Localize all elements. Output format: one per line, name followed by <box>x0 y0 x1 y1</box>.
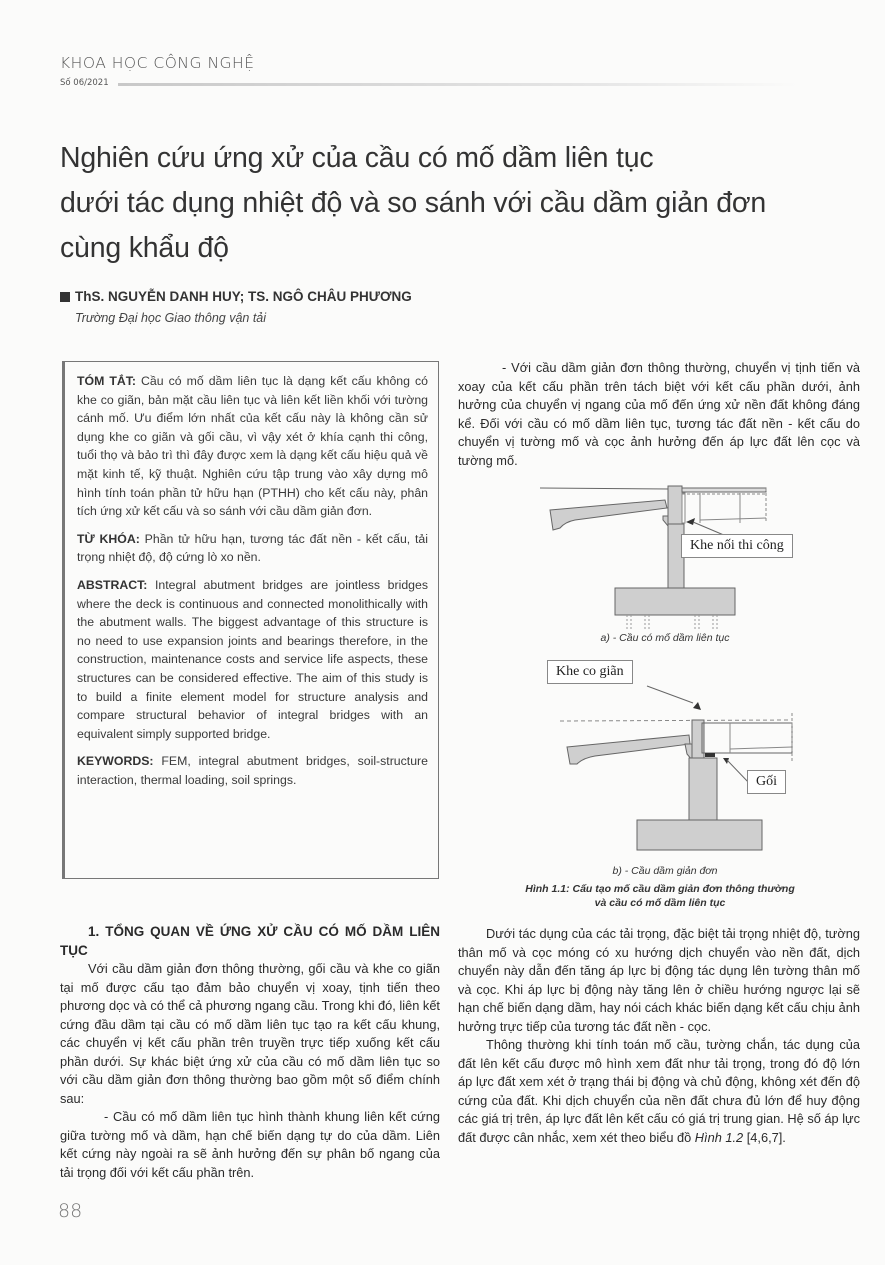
figure-reference: Hình 1.2 <box>694 1129 744 1145</box>
abstract-text: Integral abutment bridges are jointless bridges where the deck is continuous and connected monolithically with the abutment walls. The biggest advantage of this structure is no need to use expansion joints and bearings therefore, in the construction, maintenance costs and service life aspects, these structures can be considered effective. The aim of this study is to build a finite element model for structure analysis and compare structural behavior of integral bridges with an equivalent simply supported bridge. <box>77 577 428 741</box>
tomtat-label: TÓM TẮT: <box>77 374 136 388</box>
figure-b <box>535 658 855 858</box>
figure-b-drawing <box>535 658 855 858</box>
caption-a: a) - Cầu có mố dầm liên tục <box>600 632 730 644</box>
body-paragraph: Dưới tác dụng của các tải trọng, đặc biệt tải trọng nhiệt độ, tường thân mố và cọc móng có xu hướng dịch chuyển vào nền đất, dịch chuyển này dẫn đến tăng áp lực bị động tác dụng lên tường thân mố và cọc. Khi áp lực bị động này tăng lên ở chiều hướng ngược lại sẽ hạn chế biến dạng dầm, hay nói cách khác biến dạng kết cấu chịu ảnh hưởng trực tiếp của tương tác đất nền - cọc. <box>458 926 860 1034</box>
author-names: ThS. NGUYỄN DANH HUY; TS. NGÔ CHÂU PHƯƠNG <box>75 289 412 304</box>
figure-caption-line: và cầu có mố dầm liên tục <box>594 897 726 909</box>
keywords-paragraph <box>77 752 428 789</box>
caption-b: b) - Cầu dầm giản đơn <box>612 865 718 877</box>
left-column-body <box>60 922 440 1182</box>
header-rule <box>118 83 798 86</box>
right-column-top <box>458 359 860 470</box>
callout-expansion-joint: Khe co giãn <box>547 660 633 684</box>
issue-number: Số 06/2021 <box>60 78 109 88</box>
tukhoa-label: TỪ KHÓA: <box>77 531 140 546</box>
figure-caption <box>490 882 830 910</box>
figure-caption-line: Hình 1.1: Cấu tạo mố cầu dầm giản đơn thông thường <box>525 883 795 895</box>
citation: [4,6,7]. <box>743 1129 786 1145</box>
body-paragraph: Với cầu dầm giản đơn thông thường, gối cầu và khe co giãn tại mố được cấu tạo đảm bảo chuyển vị xoay, tịnh tiến theo phương dọc và có thể cả phương ngang cầu. Trong khi đó, liên kết cứng đầu dầm tại cầu có mố dầm liên tục tạo ra kết cấu khung, các chuyển vị kết cấu phần trên truyền trực tiếp xuống kết cấu phần dưới. Sự khác biệt ứng xử của cầu có mố dầm liên tục so với cầu dầm giản đơn thông thường bao gồm một số điểm chính sau: <box>60 961 440 1106</box>
article-title <box>60 136 860 271</box>
bullet-square-icon <box>60 292 70 302</box>
authors <box>60 289 412 304</box>
title-line: cùng khẩu độ <box>60 232 229 264</box>
callout-construction-joint: Khe nối thi công <box>681 534 793 558</box>
figure-a <box>535 478 855 638</box>
affiliation: Trường Đại học Giao thông vận tải <box>75 311 267 325</box>
callout-bearing: Gối <box>747 770 786 794</box>
title-line: dưới tác dụng nhiệt độ và so sánh với cầu dầm giản đơn <box>60 187 767 219</box>
tomtat-paragraph <box>77 372 428 521</box>
title-line: Nghiên cứu ứng xử của cầu có mố dầm liên tục <box>60 142 654 174</box>
body-paragraph: - Với cầu dầm giản đơn thông thường, chuyển vị tịnh tiến và xoay của kết cấu phần trên tách biệt với kết cấu phần dưới, ảnh hưởng của chuyển vị ngang của mố đến ứng xử nền đất không đáng kể. Đối với cầu có mố dầm liên tục, tương tác đất nền - kết cấu do chuyển vị tường mố và cọc ảnh hưởng đến áp lực đất lên cọc và tường mố. <box>458 360 860 468</box>
section-heading: 1. TỔNG QUAN VỀ ỨNG XỬ CẦU CÓ MỐ DẦM LIÊN TỤC <box>60 924 440 958</box>
page-number: 88 <box>58 1200 83 1222</box>
keywords-text: FEM, integral abutment bridges, soil-structure interaction, thermal loading, soil springs. <box>77 754 428 787</box>
tukhoa-text: Phần tử hữu hạn, tương tác đất nền - kết cấu, tải trọng nhiệt độ, độ cứng lò xo nền. <box>77 531 429 565</box>
abstract-label: ABSTRACT: <box>77 577 148 592</box>
section-label: KHOA HỌC CÔNG NGHỆ <box>60 54 255 72</box>
right-column-bottom <box>458 925 860 1147</box>
tomtat-text: Cầu có mố dầm liên tục là dạng kết cấu không có khe co giãn, bản mặt cầu liên tục và liên kết liền khối với tường cánh mố. Ưu điểm lớn nhất của kết cấu này là không cần sử dụng khe co giãn và gối cầu, vì vậy xét ở khía cạnh thi công, tuổi thọ và bảo trì thì đây được xem là dạng kết cấu hiệu quả về mặt kinh tế, kỹ thuật. Nghiên cứu tập trung vào xây dựng mô hình tính toán phần tử hữu hạn (PTHH) cho kết cấu này, phân tích ứng xử kết cấu và so sánh với cầu dầm giản đơn. <box>77 374 428 519</box>
body-paragraph: - Cầu có mố dầm liên tục hình thành khung liên kết cứng giữa tường mố và dầm, hạn chế biến dạng tự do của dầm. Liên kết cứng này ngoài ra sẽ ảnh hưởng đến sự phân bố ngang của tải trọng đối với kết cấu phần trên. <box>60 1109 440 1180</box>
abstract-paragraph <box>77 576 428 743</box>
tukhoa-paragraph <box>77 530 428 567</box>
abstract-box <box>62 361 439 879</box>
body-paragraph <box>458 1036 860 1147</box>
keywords-label: KEYWORDS: <box>77 754 154 769</box>
paragraph-text: Thông thường khi tính toán mố cầu, tường chắn, tác dụng của đất lên kết cấu được mô hình xem đất như tải trọng, trong đó độ lớn áp lực đất xem xét ở trạng thái bị động và chủ động, không xét đến độ cứng của đất. Khi dịch chuyển của nền đất chưa đủ lớn để huy động các giá trị trên, áp lực đất lên kết cấu có giá trị trung gian. Hệ số áp lực đất được cân nhắc, xem xét theo biểu đồ <box>458 1037 860 1145</box>
